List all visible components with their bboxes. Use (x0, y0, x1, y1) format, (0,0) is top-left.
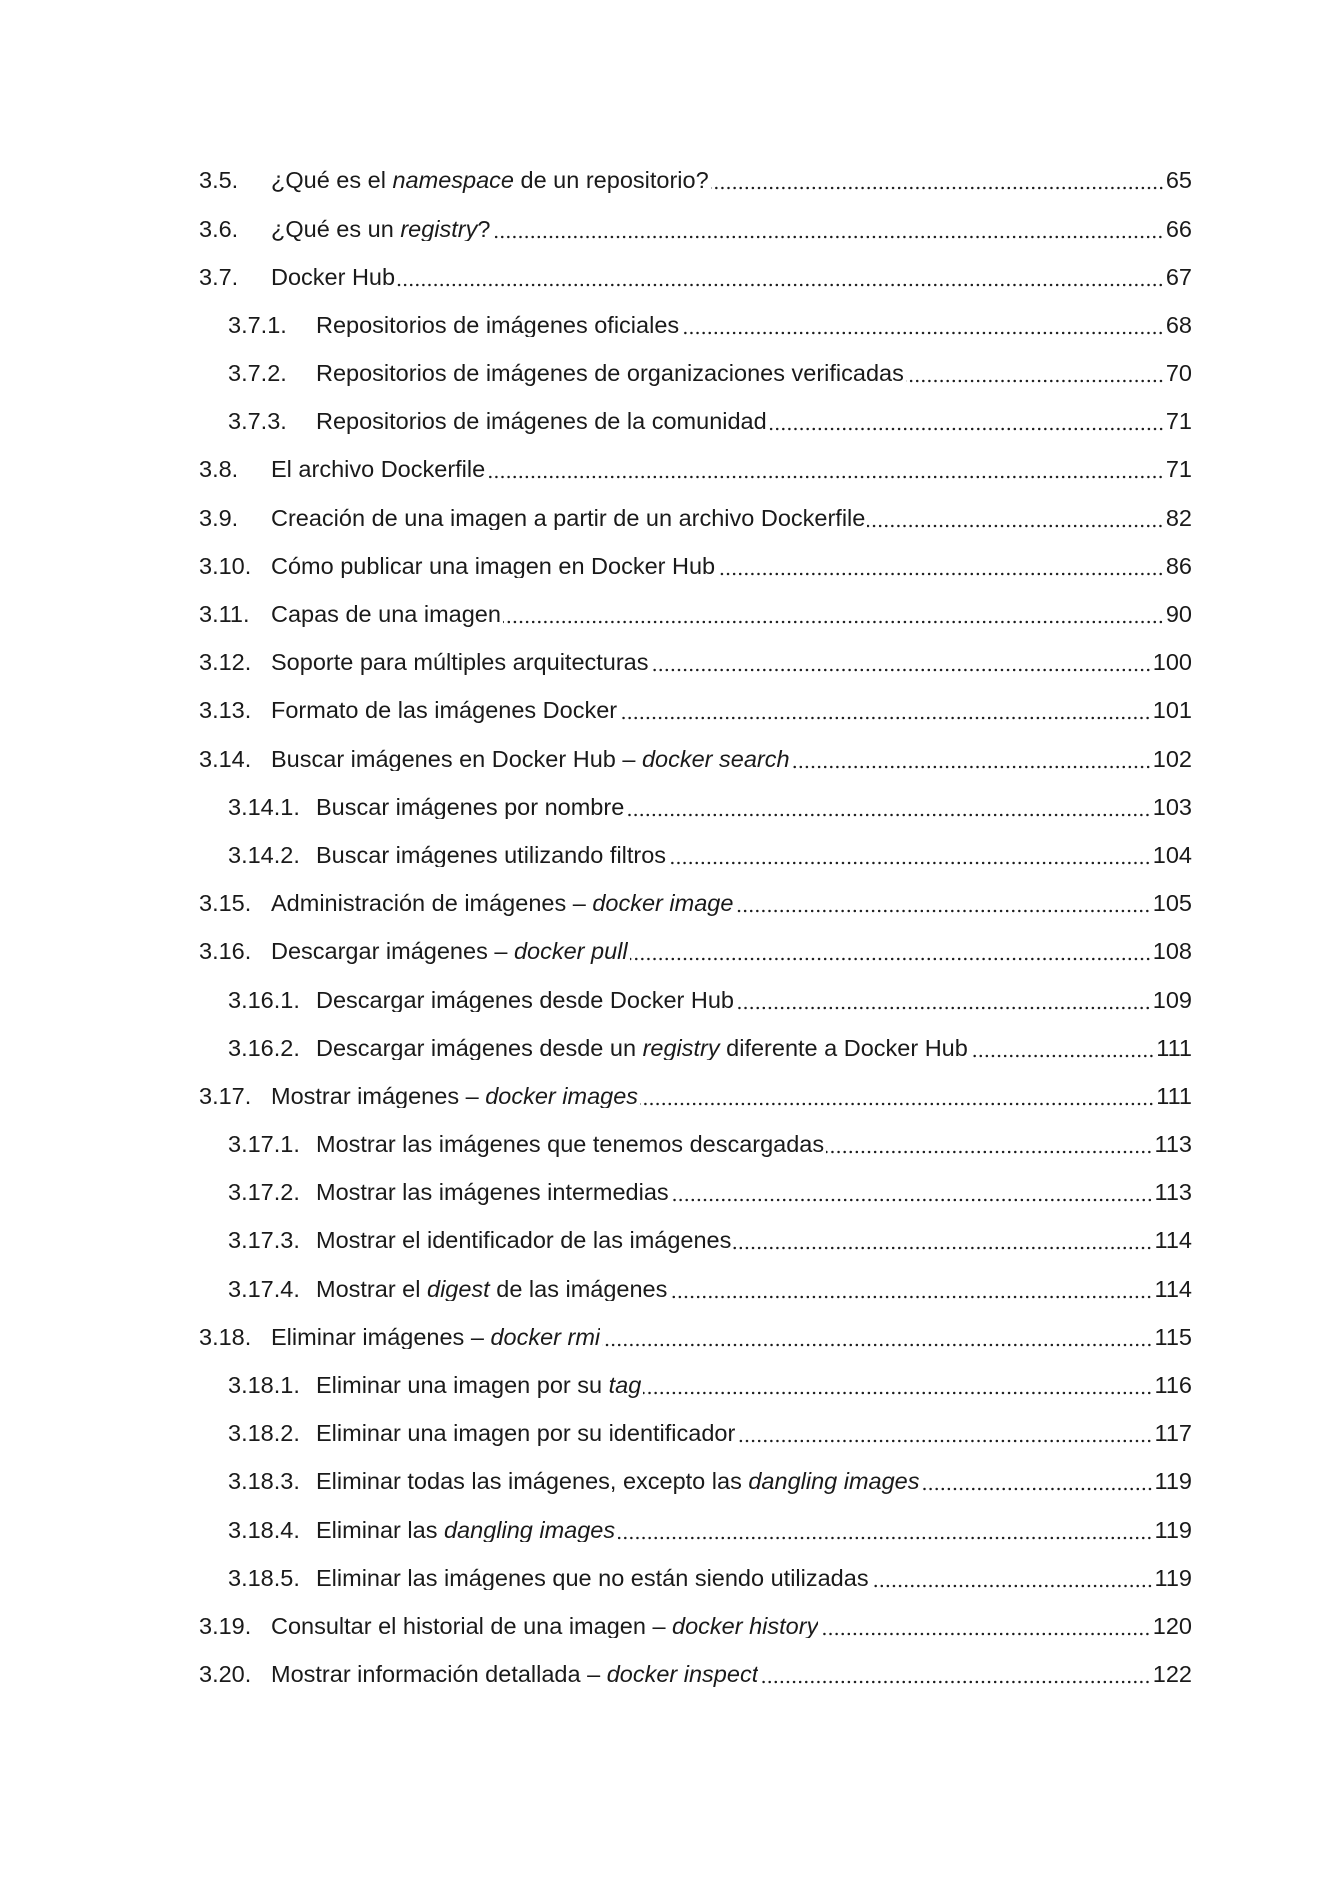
toc-entry-number: 3.15. (199, 890, 252, 917)
toc-entry-title (271, 651, 649, 675)
toc-entry-title-text: Eliminar imágenes – (271, 1325, 491, 1350)
dot-leader (737, 1424, 1152, 1448)
dot-leader (867, 509, 1164, 533)
toc-entry-title (271, 603, 501, 627)
toc-entry[interactable] (199, 639, 1192, 687)
table-of-contents (199, 157, 1192, 1699)
toc-entry-title-italic: docker inspect (606, 1663, 759, 1687)
dot-leader (826, 1135, 1152, 1159)
toc-entry-title-italic: docker image (592, 892, 734, 916)
toc-entry-title-text: El archivo Dockerfile (271, 458, 486, 482)
toc-entry-number: 3.16. (199, 938, 252, 965)
toc-entry-number: 3.17.2. (228, 1179, 300, 1206)
toc-entry-number: 3.6. (199, 215, 239, 242)
toc-entry-title-text: Buscar imágenes utilizando filtros (316, 843, 667, 868)
toc-entry-title (316, 796, 624, 820)
toc-subentry[interactable] (199, 783, 1192, 831)
toc-entry-title (316, 844, 666, 868)
toc-entry-page-number: 113 (1154, 1131, 1192, 1158)
toc-entry-number: 3.11. (199, 601, 250, 628)
toc-entry-title-text: ¿Qué es el (271, 169, 393, 193)
toc-entry-page-number: 101 (1152, 697, 1192, 724)
toc-entry-page-number: 71 (1165, 456, 1192, 483)
toc-entry-title-italic: digest (427, 1277, 490, 1302)
toc-entry-number: 3.18. (199, 1323, 252, 1350)
toc-entry-title-text: Creación de una imagen a partir de un archivo Dockerfile (271, 506, 866, 531)
toc-entry-title-text: Repositorios de imágenes de organizaciones verificadas (316, 362, 904, 386)
toc-entry-title (271, 892, 733, 916)
toc-entry-number: 3.12. (199, 649, 252, 676)
toc-entry-title (316, 410, 767, 434)
dot-leader (626, 798, 1151, 822)
toc-entry[interactable] (199, 253, 1192, 301)
toc-entry-title-italic: registry (642, 1036, 720, 1061)
toc-entry-page-number: 67 (1165, 263, 1192, 290)
toc-entry[interactable] (199, 543, 1192, 591)
dot-leader (651, 653, 1151, 677)
toc-subentry[interactable] (199, 302, 1192, 350)
toc-entry-title (271, 169, 709, 193)
toc-entry-page-number: 82 (1165, 504, 1192, 531)
toc-entry-page-number: 103 (1152, 793, 1192, 820)
toc-entry-title-italic: docker images (485, 1084, 639, 1109)
toc-entry-title (316, 1181, 669, 1205)
dot-leader (503, 605, 1164, 629)
dot-leader (640, 1087, 1154, 1111)
dot-leader (769, 412, 1164, 436)
toc-entry-title-text: Docker Hub (271, 265, 396, 290)
dot-leader (733, 1231, 1152, 1255)
toc-entry-page-number: 102 (1152, 745, 1192, 772)
toc-entry[interactable] (199, 591, 1192, 639)
toc-entry-title-text: ? (477, 217, 491, 242)
toc-entry-title-text: Descargar imágenes desde un (316, 1036, 643, 1061)
toc-entry-title-text: Mostrar el (316, 1277, 427, 1302)
toc-entry-number: 3.7. (199, 263, 239, 290)
toc-entry-title (316, 989, 734, 1013)
toc-subentry[interactable] (199, 1024, 1192, 1072)
toc-entry[interactable] (199, 928, 1192, 976)
toc-entry-title (271, 555, 715, 579)
dot-leader (669, 1280, 1152, 1304)
toc-entry-title (271, 699, 617, 723)
dot-leader (735, 894, 1150, 918)
toc-subentry[interactable] (199, 398, 1192, 446)
dot-leader (871, 1569, 1153, 1593)
toc-entry-number: 3.17.4. (228, 1275, 300, 1302)
toc-entry-title (316, 1519, 615, 1543)
toc-entry-page-number: 104 (1152, 841, 1192, 868)
toc-subentry[interactable] (199, 1410, 1192, 1458)
toc-entry-page-number: 120 (1152, 1612, 1192, 1639)
toc-entry-title-text: Formato de las imágenes Docker (271, 699, 618, 723)
dot-leader (630, 942, 1151, 966)
toc-entry-number: 3.17.1. (228, 1131, 300, 1158)
toc-entry-page-number: 116 (1154, 1372, 1192, 1399)
toc-entry-title (316, 1037, 968, 1061)
toc-entry-page-number: 90 (1165, 601, 1192, 628)
toc-entry-page-number: 86 (1165, 552, 1192, 579)
toc-entry-page-number: 122 (1152, 1661, 1192, 1688)
toc-entry-number: 3.19. (199, 1612, 252, 1639)
toc-entry-title-text: Consultar el historial de una imagen – (271, 1614, 673, 1639)
toc-entry-title (271, 1326, 600, 1350)
dot-leader (602, 1328, 1152, 1352)
toc-entry-title-text: Mostrar las imágenes que tenemos descargadas (316, 1133, 825, 1157)
toc-entry[interactable] (199, 205, 1192, 253)
dot-leader (922, 1472, 1153, 1496)
toc-entry-number: 3.18.5. (228, 1564, 300, 1591)
toc-entry-page-number: 100 (1152, 649, 1192, 676)
toc-entry-title-text: Capas de una imagen (271, 603, 501, 627)
dot-leader (711, 171, 1164, 195)
dot-leader (906, 364, 1164, 388)
toc-entry-title-text: Eliminar las (316, 1518, 444, 1543)
toc-entry-title (271, 748, 790, 772)
dot-leader (487, 460, 1164, 484)
toc-entry-title-text: Eliminar una imagen por su identificador (316, 1422, 736, 1446)
toc-entry-page-number: 66 (1165, 215, 1192, 242)
toc-subentry[interactable] (199, 1506, 1192, 1554)
toc-subentry[interactable] (199, 1554, 1192, 1602)
toc-entry-page-number: 109 (1152, 986, 1192, 1013)
toc-entry[interactable] (199, 1603, 1192, 1651)
toc-entry[interactable] (199, 446, 1192, 494)
toc-entry-number: 3.17.3. (228, 1227, 300, 1254)
toc-entry-title-text: Repositorios de imágenes oficiales (316, 313, 680, 338)
dot-leader (970, 1039, 1154, 1063)
toc-subentry[interactable] (199, 1169, 1192, 1217)
dot-leader (820, 1617, 1150, 1641)
toc-entry-title-text: de las imágenes (489, 1277, 668, 1302)
toc-entry-title-text: Mostrar información detallada – (271, 1663, 607, 1687)
toc-entry-title (271, 940, 628, 964)
toc-entry-title-text: Mostrar imágenes – (271, 1084, 486, 1109)
toc-subentry[interactable] (199, 350, 1192, 398)
toc-subentry[interactable] (199, 1362, 1192, 1410)
toc-entry-title (316, 1567, 869, 1591)
toc-entry-number: 3.14.1. (228, 793, 300, 820)
dot-leader (681, 316, 1164, 340)
toc-entry-title-text: Administración de imágenes – (271, 892, 593, 916)
toc-entry-title-italic: docker rmi (490, 1325, 601, 1350)
toc-entry-number: 3.20. (199, 1661, 252, 1688)
toc-entry-number: 3.9. (199, 504, 239, 531)
dot-leader (668, 846, 1151, 870)
toc-entry-number: 3.18.1. (228, 1372, 300, 1399)
toc-entry-page-number: 119 (1154, 1516, 1192, 1543)
toc-entry-title-text: Mostrar el identificador de las imágenes (316, 1229, 732, 1253)
toc-entry-number: 3.7.1. (228, 311, 287, 338)
toc-entry-page-number: 113 (1154, 1179, 1192, 1206)
toc-entry-title (316, 1133, 824, 1157)
toc-entry[interactable] (199, 735, 1192, 783)
dot-leader (717, 557, 1164, 581)
toc-entry[interactable] (199, 157, 1192, 205)
toc-entry-title-text: Buscar imágenes por nombre (316, 795, 625, 820)
toc-entry-page-number: 114 (1154, 1227, 1192, 1254)
toc-entry-number: 3.14.2. (228, 841, 300, 868)
toc-entry-title-text: Eliminar una imagen por su (316, 1374, 609, 1398)
toc-entry-number: 3.18.2. (228, 1420, 300, 1447)
dot-leader (643, 1376, 1152, 1400)
dot-leader (492, 220, 1163, 244)
toc-entry-title (316, 1278, 667, 1302)
dot-leader (671, 1183, 1153, 1207)
toc-entry-title-text: Cómo publicar una imagen en Docker Hub (271, 554, 716, 579)
toc-entry-title-text: Mostrar las imágenes intermedias (316, 1181, 669, 1205)
toc-entry-number: 3.16.1. (228, 986, 300, 1013)
toc-entry[interactable] (199, 880, 1192, 928)
toc-entry-title (271, 218, 490, 242)
toc-entry-page-number: 119 (1154, 1468, 1192, 1495)
toc-entry-page-number: 105 (1152, 890, 1192, 917)
toc-entry-page-number: 65 (1165, 167, 1192, 194)
toc-entry-title-text: Eliminar las imágenes que no están siendo utilizadas (316, 1566, 869, 1591)
toc-entry-number: 3.10. (199, 552, 252, 579)
toc-entry-title (316, 1374, 641, 1398)
toc-subentry[interactable] (199, 1458, 1192, 1506)
toc-entry-number: 3.17. (199, 1082, 252, 1109)
toc-entry-title-text: Descargar imágenes – (271, 940, 514, 964)
toc-entry-title-italic: namespace (392, 169, 514, 193)
toc-entry-number: 3.5. (199, 167, 239, 194)
toc-entry-title-italic: dangling images (443, 1518, 616, 1543)
dot-leader (397, 268, 1164, 292)
toc-entry-title-text: de un repositorio? (513, 169, 709, 193)
toc-entry-title-text: Soporte para múltiples arquitecturas (271, 651, 649, 675)
toc-entry-title (316, 362, 904, 386)
toc-entry-title (271, 266, 395, 290)
toc-entry-number: 3.16.2. (228, 1034, 300, 1061)
toc-entry-title-text: Descargar imágenes desde Docker Hub (316, 988, 734, 1013)
toc-entry-title-italic: dangling images (748, 1470, 920, 1494)
toc-entry-title-italic: docker history (672, 1614, 819, 1639)
toc-entry-title (271, 1663, 758, 1687)
toc-subentry[interactable] (199, 1121, 1192, 1169)
dot-leader (736, 991, 1151, 1015)
toc-entry-page-number: 70 (1165, 360, 1192, 387)
toc-entry-page-number: 71 (1165, 408, 1192, 435)
toc-entry-title-italic: registry (400, 217, 478, 242)
toc-entry[interactable] (199, 1073, 1192, 1121)
toc-entry[interactable] (199, 1314, 1192, 1362)
dot-leader (792, 750, 1151, 774)
dot-leader (619, 701, 1151, 725)
toc-entry-title (316, 1229, 731, 1253)
toc-entry[interactable] (199, 687, 1192, 735)
toc-entry-title (271, 507, 865, 531)
toc-entry-title-italic: tag (608, 1374, 642, 1398)
toc-entry-title (271, 1615, 818, 1639)
toc-entry-number: 3.18.4. (228, 1516, 300, 1543)
toc-entry[interactable] (199, 1651, 1192, 1699)
toc-subentry[interactable] (199, 1217, 1192, 1265)
toc-entry-number: 3.14. (199, 745, 252, 772)
toc-entry-title-italic: docker search (641, 747, 790, 772)
toc-entry-page-number: 115 (1154, 1323, 1192, 1350)
toc-entry-page-number: 68 (1165, 311, 1192, 338)
toc-entry-number: 3.18.3. (228, 1468, 300, 1495)
toc-entry-number: 3.7.3. (228, 408, 287, 435)
toc-entry-page-number: 117 (1154, 1420, 1192, 1447)
toc-entry-title-text: ¿Qué es un (271, 217, 401, 242)
toc-entry-title (316, 1470, 920, 1494)
toc-entry-number: 3.8. (199, 456, 239, 483)
toc-entry-page-number: 119 (1154, 1564, 1192, 1591)
toc-entry-page-number: 114 (1154, 1275, 1192, 1302)
toc-entry-page-number: 111 (1156, 1082, 1192, 1109)
toc-entry-title (271, 1085, 638, 1109)
toc-entry-title (316, 1422, 735, 1446)
toc-entry-title-text: diferente a Docker Hub (719, 1036, 968, 1061)
toc-entry-number: 3.7.2. (228, 360, 287, 387)
toc-entry-title-text: Eliminar todas las imágenes, excepto las (316, 1470, 749, 1494)
toc-entry[interactable] (199, 494, 1192, 542)
toc-subentry[interactable] (199, 1265, 1192, 1313)
toc-entry-title-text: Repositorios de imágenes de la comunidad (316, 410, 767, 434)
toc-entry-title-text: Buscar imágenes en Docker Hub – (271, 747, 642, 772)
toc-entry-page-number: 111 (1156, 1034, 1192, 1061)
dot-leader (760, 1665, 1151, 1689)
toc-subentry[interactable] (199, 832, 1192, 880)
toc-entry-number: 3.13. (199, 697, 252, 724)
toc-entry-title-italic: docker pull (513, 940, 628, 964)
toc-entry-title (316, 314, 679, 338)
dot-leader (617, 1521, 1152, 1545)
toc-subentry[interactable] (199, 976, 1192, 1024)
toc-entry-title (271, 458, 485, 482)
toc-entry-page-number: 108 (1152, 938, 1192, 965)
